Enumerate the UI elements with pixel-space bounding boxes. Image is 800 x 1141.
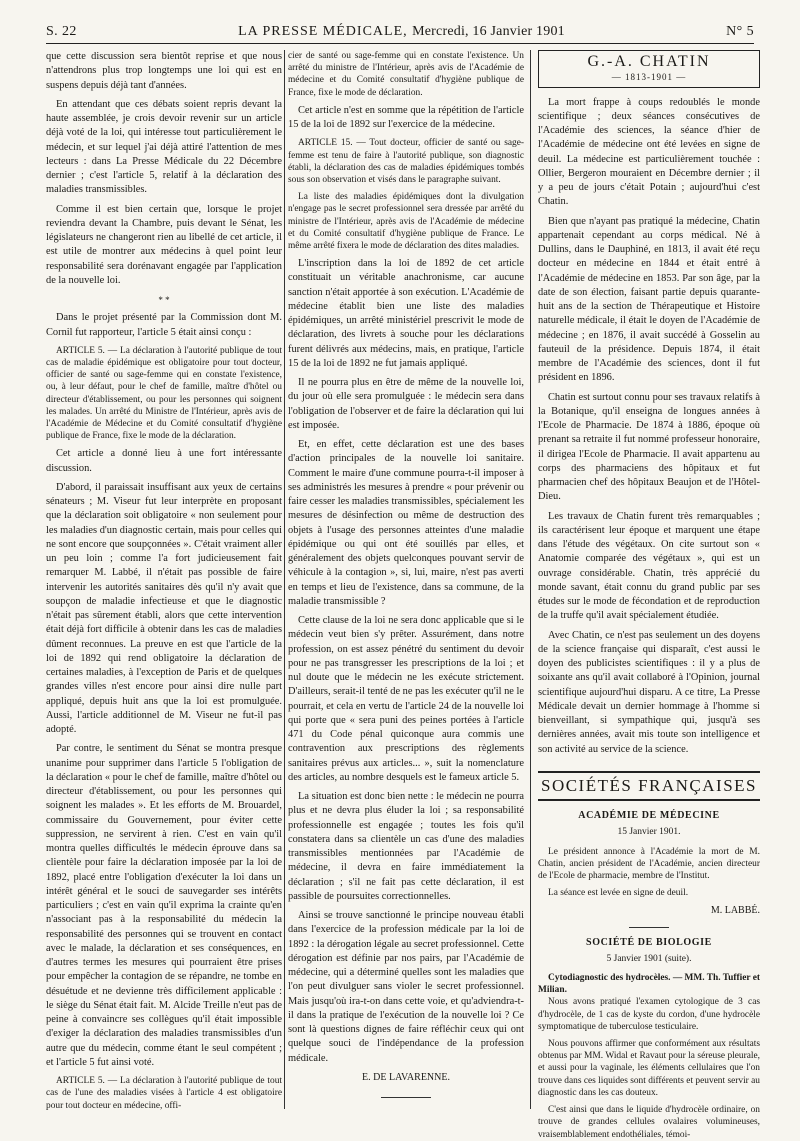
law-article-quote: ARTICLE 5. — La déclaration à l'autorité publique de tout cas de l'une des maladies visées à l'article 4 est obligatoire pour tout docteur en médecine, offi- bbox=[46, 1076, 282, 1111]
paragraph: Par contre, le sentiment du Sénat se montra presque unanime pour supprimer dans l'article 5 l'obligation de la déclaration « pour le chef de famille, maître d'hôtel ou directeur d'établissement, ou pour les personnes qui soignent les malades ». Et les efforts de M. Brouardel, commissaire du Gouvernement, pour éviter cette suppression, ne servirent à rien. C'est en vain qu'il montra quelles difficultés le médecin éprouve dans sa clientèle pour faire la déclaration imposée par la loi de 1892, placé entre l'obligation d'exécuter la loi dans un intérêt général et le souci de sauvegarder ses intérêts particuliers ; c'est en vain qu'il exprima la crainte qu'en n'associant pas à la responsabilité du médecin la responsabilité des personnes qui se trouvent en contact avec le malade, la déclaration et ses conséquences, en d'autres termes les mesures qui pourraient être prises pour empêcher la contagion de se répandre, ne tombe en désuétude et ne devienne très difficilement applicable : le siège du Sénat était fait. M. Alcide Treille n'eut pas de peine à convaincre ses collègues qu'il était impossible d'exiger la déclaration des maladies transmissibles d'un autre que du médecin, comme étant le seul compétent ; et l'article 5 fut ainsi voté. bbox=[46, 743, 282, 1068]
paragraph: Ainsi se trouve sanctionné le principe nouveau établi dans l'exercice de la profession médicale par la loi de 1892 : la dérogation légale au secret professionnel. Cette dérogation est définie par nos pairs, par l'Académie de médecine, qui a déterminé quelles sont les maladies que l'on peut divulguer sans violer le secret professionnel. Mais jusqu'où ira-t-on dans cette voie, et qu'adviendra-t-il dans la pratique de l'exécution de la nouvelle loi ? Ce sont là questions dignes de faire réfléchir ceux qui ont quelque souci de l'indépendance de la profession médicale. bbox=[288, 910, 524, 1064]
journal-title bbox=[238, 24, 565, 40]
column-middle bbox=[288, 50, 524, 1111]
section-heading: SOCIÉTÉS FRANÇAISES bbox=[538, 771, 760, 801]
paragraph: La mort frappe à coups redoublés le monde scientifique ; deux séances consécutives de l'Académie des sciences, la séance d'hier de l'Académie de médecine ont été levées en signe de deuil. La médecine est particulièrement touchée : Ollier, Bergeron mouraient en Décembre dernier ; il y a peu de jours c'était Potain ; aujourd'hui c'est Chatin. bbox=[538, 96, 760, 208]
paragraph: Nous pouvons affirmer que conformément aux résultats obtenus par MM. Widal et Ravaut pour la séreuse pleurale, et aussi pour la vaginale, les éléments cellulaires que l'on trouve dans ces liquides sont différents et peuvent servir au diagnostic dans les cas douteux. bbox=[538, 1039, 760, 1098]
paragraph: Avec Chatin, ce n'est pas seulement un des doyens de la science française qui disparaît, c'est aussi le doyen des publicistes scientifiques : il y a plus de soixante ans qu'il avait collaboré à l'Opinion, journal scientifique aujourd'hui disparu. A ce titre, La Presse Médicale devait un dernier hommage à l'homme si bienveillant, si sympathique qui, jusqu'à ses dernières années, avait mis toute son intelligence et son activité au service de la science. bbox=[538, 629, 760, 755]
issue-date: Mercredi, 16 Janvier 1901 bbox=[412, 24, 565, 39]
paragraph: Les travaux de Chatin furent très remarquables ; ils caractérisent leur époque et marquent une étape dans l'étude des végétaux. On cite surtout son « Anatomie comparée des végétaux », qui est un ouvrage considérable. Chatin, très apprécié du monde savant, était connu du grand public par ses études sur le mode de fécondation et de reproduction de la truffe qu'il avait spécialement étudiée. bbox=[538, 510, 760, 622]
page-header bbox=[46, 14, 754, 40]
society-heading: SOCIÉTÉ DE BIOLOGIE bbox=[586, 936, 712, 948]
column-divider bbox=[284, 50, 285, 1109]
page-number: S. 22 bbox=[46, 24, 77, 39]
end-rule bbox=[381, 1097, 431, 1098]
obituary-name: G.-A. CHATIN bbox=[587, 53, 711, 70]
paragraph: Cet article n'est en somme que la répétition de l'article 15 de la loi de 1892 sur l'exercice de la médecine. bbox=[288, 104, 524, 131]
column-left bbox=[46, 50, 282, 1111]
paragraph: Comme il est bien certain que, lorsque le projet reviendra devant la Chambre, puis devant le Sénat, les législateurs ne changeront rien au libellé de cet article, il est utile de montrer aux médecins à quel point leur responsabilité sera dorénavant engagée par l'application de la nouvelle loi. bbox=[46, 203, 282, 286]
paragraph: La séance est levée en signe de deuil. bbox=[548, 888, 689, 899]
column-divider bbox=[530, 50, 531, 1109]
section-separator: * * bbox=[158, 295, 170, 305]
issue-number: N° 5 bbox=[726, 24, 754, 39]
paragraph: Nous avons pratiqué l'examen cytologique de 3 cas d'hydrocèle, de 1 cas de kyste du cordon, d'une hydrocèle symptomatique de tuberculose testiculaire. bbox=[538, 997, 760, 1032]
paragraph: Chatin est surtout connu pour ses travaux relatifs à la Botanique, qu'il enseigna de longues années à l'Ecole de Pharmacie. De 1874 à 1886, époque où prenant sa retraite il fut nommé professeur honoraire, il dirigea l'Ecole de Pharmacie. Il avait appartenu au corps des pharmaciens des hôpitaux et fut pharmacien chef des hôpitaux Beaujon et de l'Hôtel-Dieu. bbox=[538, 391, 760, 503]
author-signature: E. DE LAVARENNE. bbox=[362, 1071, 450, 1083]
paragraph: En attendant que ces débats soient repris devant la haute assemblée, je crois devoir revenir sur un article déjà voté de la loi, qui intéresse tout particulièrement le médecin, et sur lequel j'ai déjà attiré l'attention de mes lecteurs : dans La Presse Médicale du 22 Décembre dernier ; c'est l'article 5, relatif à la déclaration des maladies transmissibles. bbox=[46, 98, 282, 196]
paragraph: Le président annonce à l'Académie la mort de M. Chatin, ancien président de l'Académie, ancien directeur de l'Ecole de pharmacie, membre de l'Institut. bbox=[538, 846, 760, 881]
paragraph: C'est ainsi que dans le liquide d'hydrocèle ordinaire, on trouve de grandes cellules ovalaires volumineuses, vraisemblablement endothéliales, témoi- bbox=[538, 1105, 760, 1140]
paragraph: que cette discussion sera bientôt reprise et que nous n'attendrons plus trop longtemps une loi qui est en suspens depuis déjà tant d'années. bbox=[46, 51, 282, 91]
paragraph: Dans le projet présenté par la Commission dont M. Cornil fut rapporteur, l'article 5 était ainsi conçu : bbox=[46, 312, 282, 338]
law-article-quote: ARTICLE 15. — Tout docteur, officier de santé ou sage-femme est tenu de faire à l'autorité publique, son diagnostic établi, la déclaration des cas de maladies épidémiques tombés sous son observation et visés dans le paragraphe suivant. bbox=[288, 138, 524, 185]
paragraph: Et, en effet, cette déclaration est une des bases d'action principales de la nouvelle loi sanitaire. Comment le maire d'une commune pourra-t-il imposer à ses administrés les mesures à prendre « pour prévenir ou faire cesser les maladies transmissibles, spécialement les mesures de désinfection ou même de destruction des objets à l'usage des personnes atteintes d'une maladie épidémique ou qui ont été souillés par elles, et généralement des objets quelconques pouvant servir de véhicule à la contagion », si, lui, maire, n'est pas averti en temps et lieu de l'existence, dans sa commune, de la maladie transmissible ? bbox=[288, 439, 524, 607]
header-rule bbox=[46, 43, 754, 44]
law-article-quote: cier de santé ou sage-femme qui en constate l'existence. Un arrêté du ministre de l'Intérieur, après avis de l'Académie de médecine et du Comité consultatif d'hygiène publique de France, fixe le mode de déclaration. bbox=[288, 51, 524, 98]
reporter-signature: M. LABBÉ. bbox=[710, 905, 760, 917]
paragraph: La situation est donc bien nette : le médecin ne pourra plus et ne devra plus éluder la loi ; sa responsabilité professionnelle est engagée ; toutes les fois qu'il constatera dans sa clientèle un cas d'une des maladies transmissibles mentionnées par l'Académie de médecine, il devra en faire immédiatement la déclaration ; s'il ne fait pas cette déclaration, il est passible de poursuites correctionnelles. bbox=[288, 791, 524, 902]
session-date: 15 Janvier 1901. bbox=[617, 827, 681, 838]
obituary-title-box bbox=[538, 50, 760, 88]
paragraph: L'inscription dans la loi de 1892 de cet article constituait un véritable anachronisme, car aucune sanction n'était apportée à son exécution. L'Académie de médecine établit bien une liste des maladies épidémiques, un arrêté ministériel prescrivit le mode de déclaration, des livrets à souche pour les déclarations furent délivrés aux médecins, mais, en pratique, l'article 15 de la loi de 1892 ne fut jamais appliqué. bbox=[288, 258, 524, 369]
paragraph: Cette clause de la loi ne sera donc applicable que si le médecin veut bien s'y prêter. Assurément, dans notre profession, on est assez pénétré du sentiment du devoir pour ne pas transgresser les prescriptions de la loi ; et nul doute que le médecin ne les exécute strictement. D'ailleurs, serait-il tenté de ne pas les exécuter qu'il ne le pourrait, et cela en vertu de l'article 24 de la nouvelle loi qui porte que « sera puni des peines portées à l'article 471 du Code pénal quiconque aura commis une contravention aux prescriptions des règlements sanitaires prévus aux articles... », suit la nomenclature des articles, au nombre desquels est le fameux article 5. bbox=[288, 615, 524, 783]
paragraph: Bien que n'ayant pas pratiqué la médecine, Chatin appartenait cependant au corps médical. Né à Dullins, dans le Dauphiné, en 1813, il avait été reçu docteur en médecine en 1844 et était entré à l'Académie de médecine en 1853. Par son âge, par la date de son élection, faisant partie depuis quarante-huit ans de la section de Thérapeutique et Histoire naturelle médicale, il était le doyen de l'Académie de médecine ; en 1876, il avait succédé à Gosselin au fauteuil de la présidence. Depuis 1874, il était membre de l'Académie des sciences, dont il fut président en 1896. bbox=[538, 215, 760, 384]
law-article-quote: ARTICLE 5. — La déclaration à l'autorité publique de tout cas de maladie épidémique est obligatoire pour tout docteur, officier de santé ou sage-femme qui en constate l'existence, ou, à leur défaut, pour le chef de famille, maître d'hôtel ou directeur d'établissement, ou pour les personnes qui soignent les malades. Un arrêté du Ministre de l'Intérieur, après avis de l'Académie de Médecine et du Comité consultatif d'hygiène publique de France, fixe le mode de la déclaration. bbox=[46, 345, 282, 442]
law-article-quote: La liste des maladies épidémiques dont la divulgation n'engage pas le secret professionnel sera dressée par arrêté du ministre de l'Intérieur, après avis de l'Académie de médecine et du Comité consultatif d'hygiène publique de France. Le même arrêté fixera le mode de déclaration des dites maladies. bbox=[288, 192, 524, 251]
session-date: 5 Janvier 1901 (suite). bbox=[606, 953, 692, 964]
paragraph: Il ne pourra plus en être de même de la nouvelle loi, du jour où elle sera promulguée : le médecin sera dans l'obligation de l'observer et de faire la déclaration qui lui est imposée. bbox=[288, 377, 524, 431]
paragraph: Cet article a donné lieu à une fort intéressante discussion. bbox=[46, 448, 282, 474]
separator-rule bbox=[629, 927, 669, 928]
obituary-dates: — 1813-1901 — bbox=[611, 72, 687, 83]
communication-title: Cytodiagnostic des hydrocèles. — MM. Th. Tuffier et Milian. bbox=[538, 973, 760, 996]
journal-name: LA PRESSE MÉDICALE, bbox=[238, 24, 408, 39]
column-right bbox=[538, 50, 760, 1140]
paragraph: D'abord, il paraissait insuffisant aux yeux de certains sénateurs ; M. Viseur fut leur interprète en proposant que la déclaration soit obligatoire « non seulement pour les maladies d'un diagnostic certain, mais pour celles qui ne sont encore que soupçonnées ». C'était vraiment aller un peu loin ; comme l'a fort judicieusement fait remarquer M. Labbé, il n'était pas possible de faire intervenir les autorités sanitaires dès qu'il n'y avait que soupçon de maladie infectieuse et que le diagnostic n'était pas sûrement établi, alors que cette intervention était déjà fort difficile à obtenir dans les cas de maladies dûment reconnues. La preuve en est que l'article de la loi de 1892 qui rend obligatoire la déclaration de certaines maladies, à l'exception de Paris et de quelques grandes villes n'est encore pour ainsi dire nulle part appliqué, depuis huit ans que la loi est promulguée. Aussi, l'article additionnel de M. Viseur ne fut-il pas adopté. bbox=[46, 481, 282, 736]
society-heading: ACADÉMIE DE MÉDECINE bbox=[578, 810, 720, 821]
